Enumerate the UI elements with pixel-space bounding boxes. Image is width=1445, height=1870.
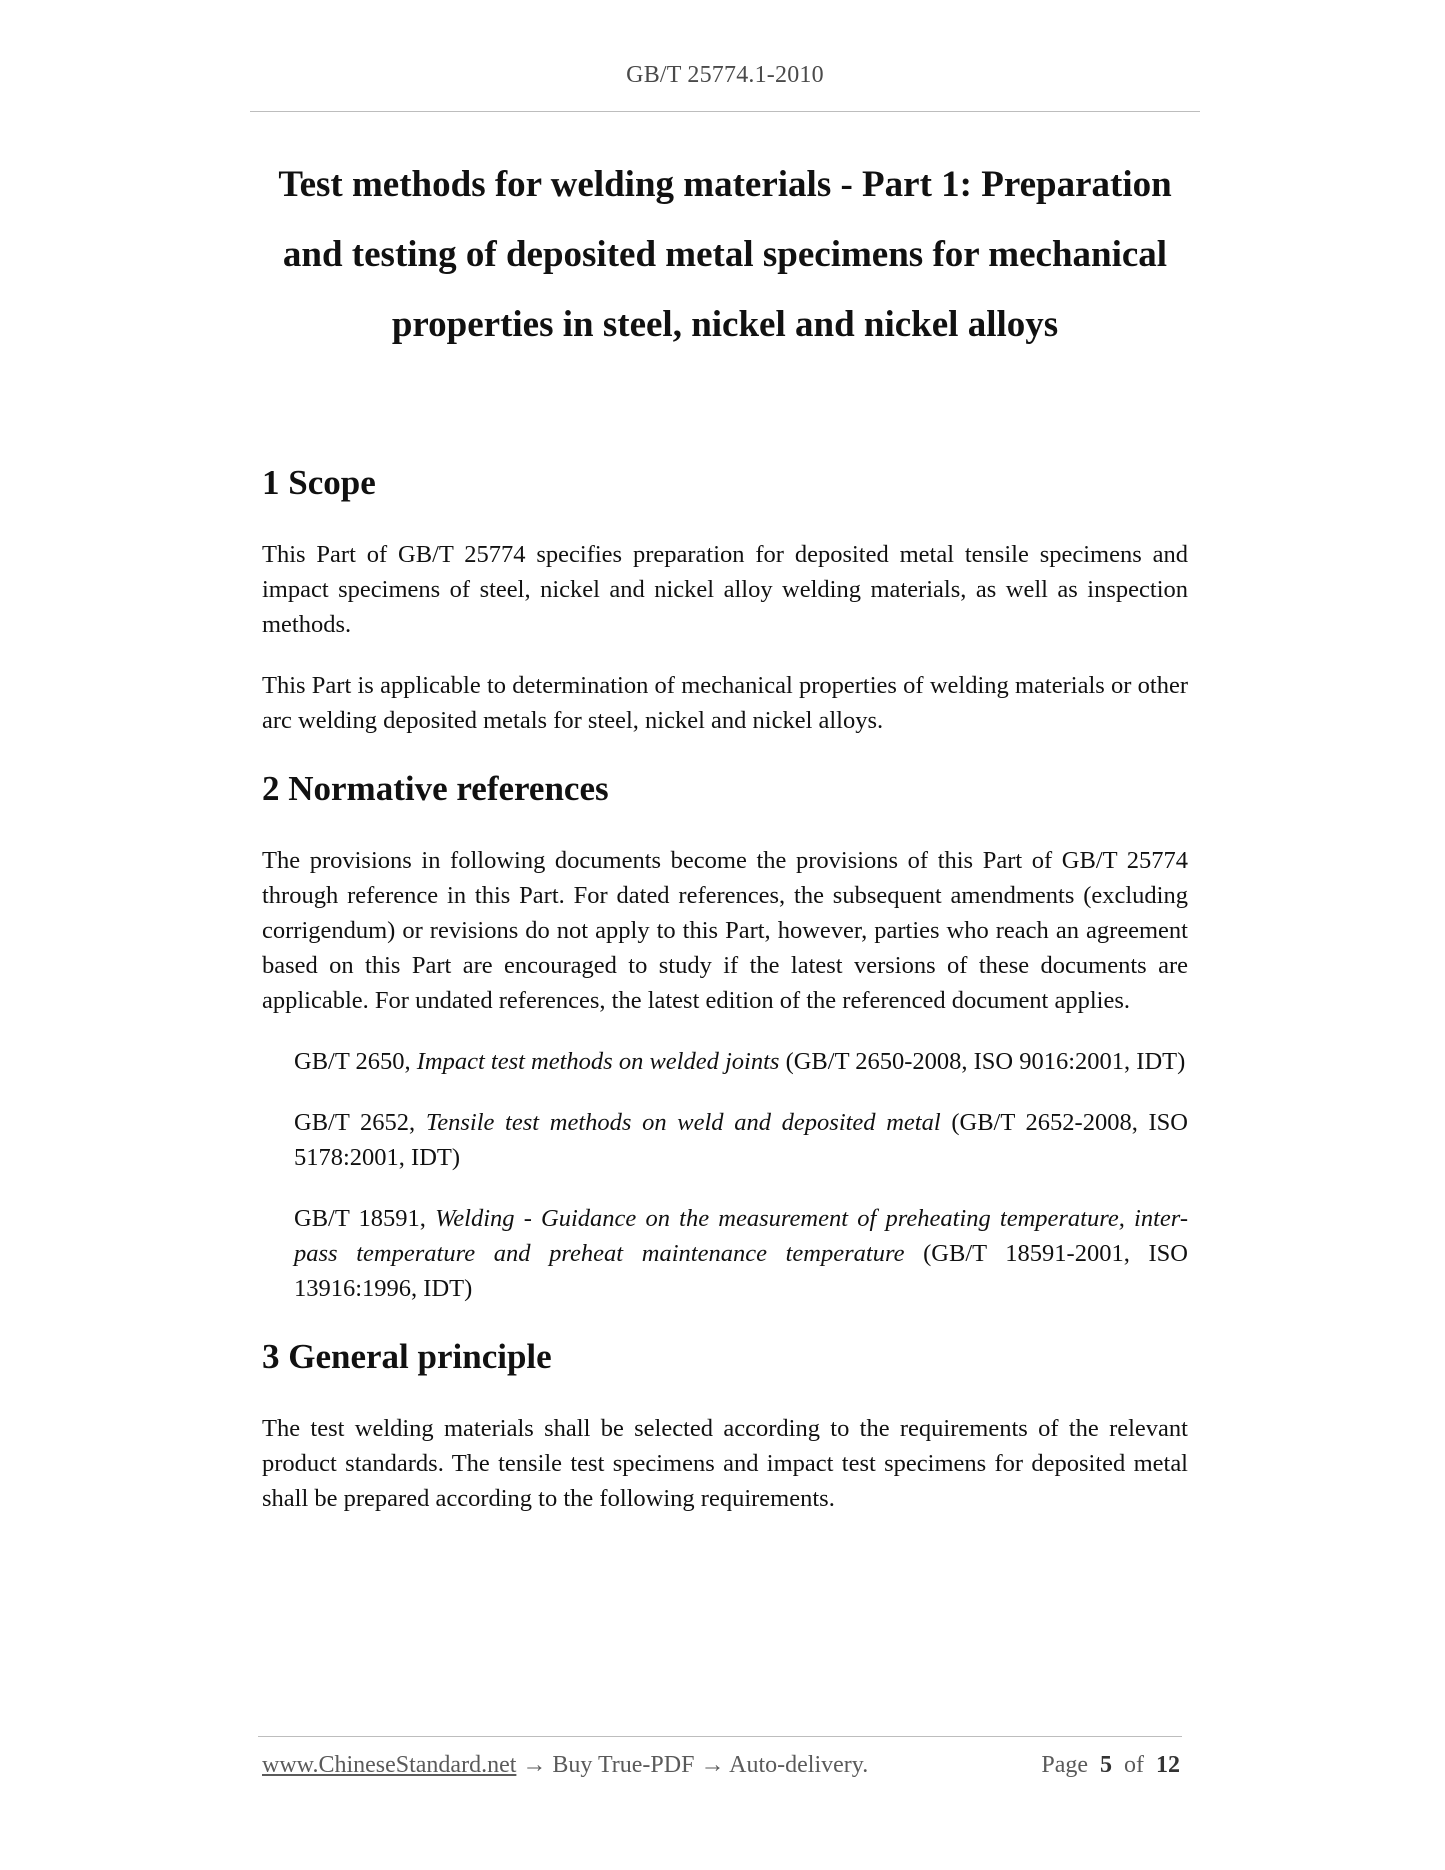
- section-general-principle: [262, 1334, 1188, 1516]
- section-heading-normative: 2 Normative references: [262, 769, 609, 808]
- page-of: of: [1124, 1752, 1144, 1778]
- reference-title: Impact test methods on welded joints: [416, 1048, 780, 1075]
- reference-suffix: (GB/T 2650-2008, ISO 9016:2001, IDT): [779, 1048, 1186, 1075]
- arrow-right-icon: →: [694, 1752, 730, 1778]
- reference-title: Tensile test methods on weld and deposited metal: [425, 1109, 941, 1136]
- arrow-right-icon: →: [516, 1752, 553, 1778]
- reference-code: GB/T 2650,: [294, 1048, 417, 1075]
- reference-suffix: (GB/T 2652-2008, ISO 5178:2001, IDT): [294, 1109, 1188, 1171]
- buy-pdf-text: Buy True-PDF: [552, 1752, 695, 1778]
- title-line-3: properties in steel, nickel and nickel alloys: [391, 304, 1059, 345]
- auto-delivery-text: Auto-delivery.: [729, 1752, 869, 1778]
- page-number: [1041, 1752, 1180, 1779]
- section-heading-principle: 3 General principle: [262, 1337, 552, 1376]
- scope-paragraph-2: This Part is applicable to determination of mechanical properties of welding materials or other arc welding deposited metals for steel, nickel and nickel alloys.: [262, 672, 1188, 734]
- reference-item: [294, 1201, 1188, 1306]
- page-total: 12: [1156, 1752, 1180, 1778]
- section-heading-scope: 1 Scope: [262, 463, 376, 502]
- page-label: Page: [1041, 1752, 1088, 1778]
- document-title: [262, 150, 1188, 360]
- reference-item: [294, 1105, 1188, 1175]
- page-current: 5: [1100, 1752, 1112, 1778]
- footer-divider: [258, 1736, 1182, 1737]
- normative-paragraph: The provisions in following documents become the provisions of this Part of GB/T 25774 through reference in this Part. For dated references, the subsequent amendments (excluding corrigendum) or revisions do not apply to this Part, however, parties who reach an agreement based on this Part are encouraged to study if the latest versions of these documents are applicable. For undated references, the latest edition of the referenced document applies.: [262, 847, 1188, 1014]
- title-line-1: Test methods for welding materials - Part 1: Preparation: [278, 164, 1172, 205]
- reference-title: Welding - Guidance on the measurement of preheating temperature, inter-pass temperature and preheat maintenance temperature: [294, 1205, 1188, 1267]
- header-code: GB/T 25774.1-2010: [626, 62, 824, 88]
- reference-code: GB/T 18591,: [294, 1205, 436, 1232]
- scope-paragraph-1: This Part of GB/T 25774 specifies preparation for deposited metal tensile specimens and impact specimens of steel, nickel and nickel alloy welding materials, as well as inspection methods.: [262, 541, 1188, 638]
- principle-paragraph: The test welding materials shall be selected according to the requirements of the relevant product standards. The tensile test specimens and impact test specimens for deposited metal shall be prepared according to the following requirements.: [262, 1415, 1188, 1512]
- reference-code: GB/T 2652,: [294, 1109, 426, 1136]
- section-scope: [262, 460, 1188, 738]
- reference-item: [294, 1044, 1188, 1079]
- footer-left: [262, 1752, 868, 1779]
- reference-suffix: (GB/T 18591-2001, ISO 13916:1996, IDT): [294, 1240, 1188, 1302]
- header-divider: [250, 111, 1200, 112]
- section-normative-references: [262, 766, 1188, 1306]
- document-body: [262, 460, 1188, 1542]
- website-link[interactable]: www.ChineseStandard.net: [262, 1752, 517, 1778]
- title-line-2: and testing of deposited metal specimens for mechanical: [282, 234, 1168, 275]
